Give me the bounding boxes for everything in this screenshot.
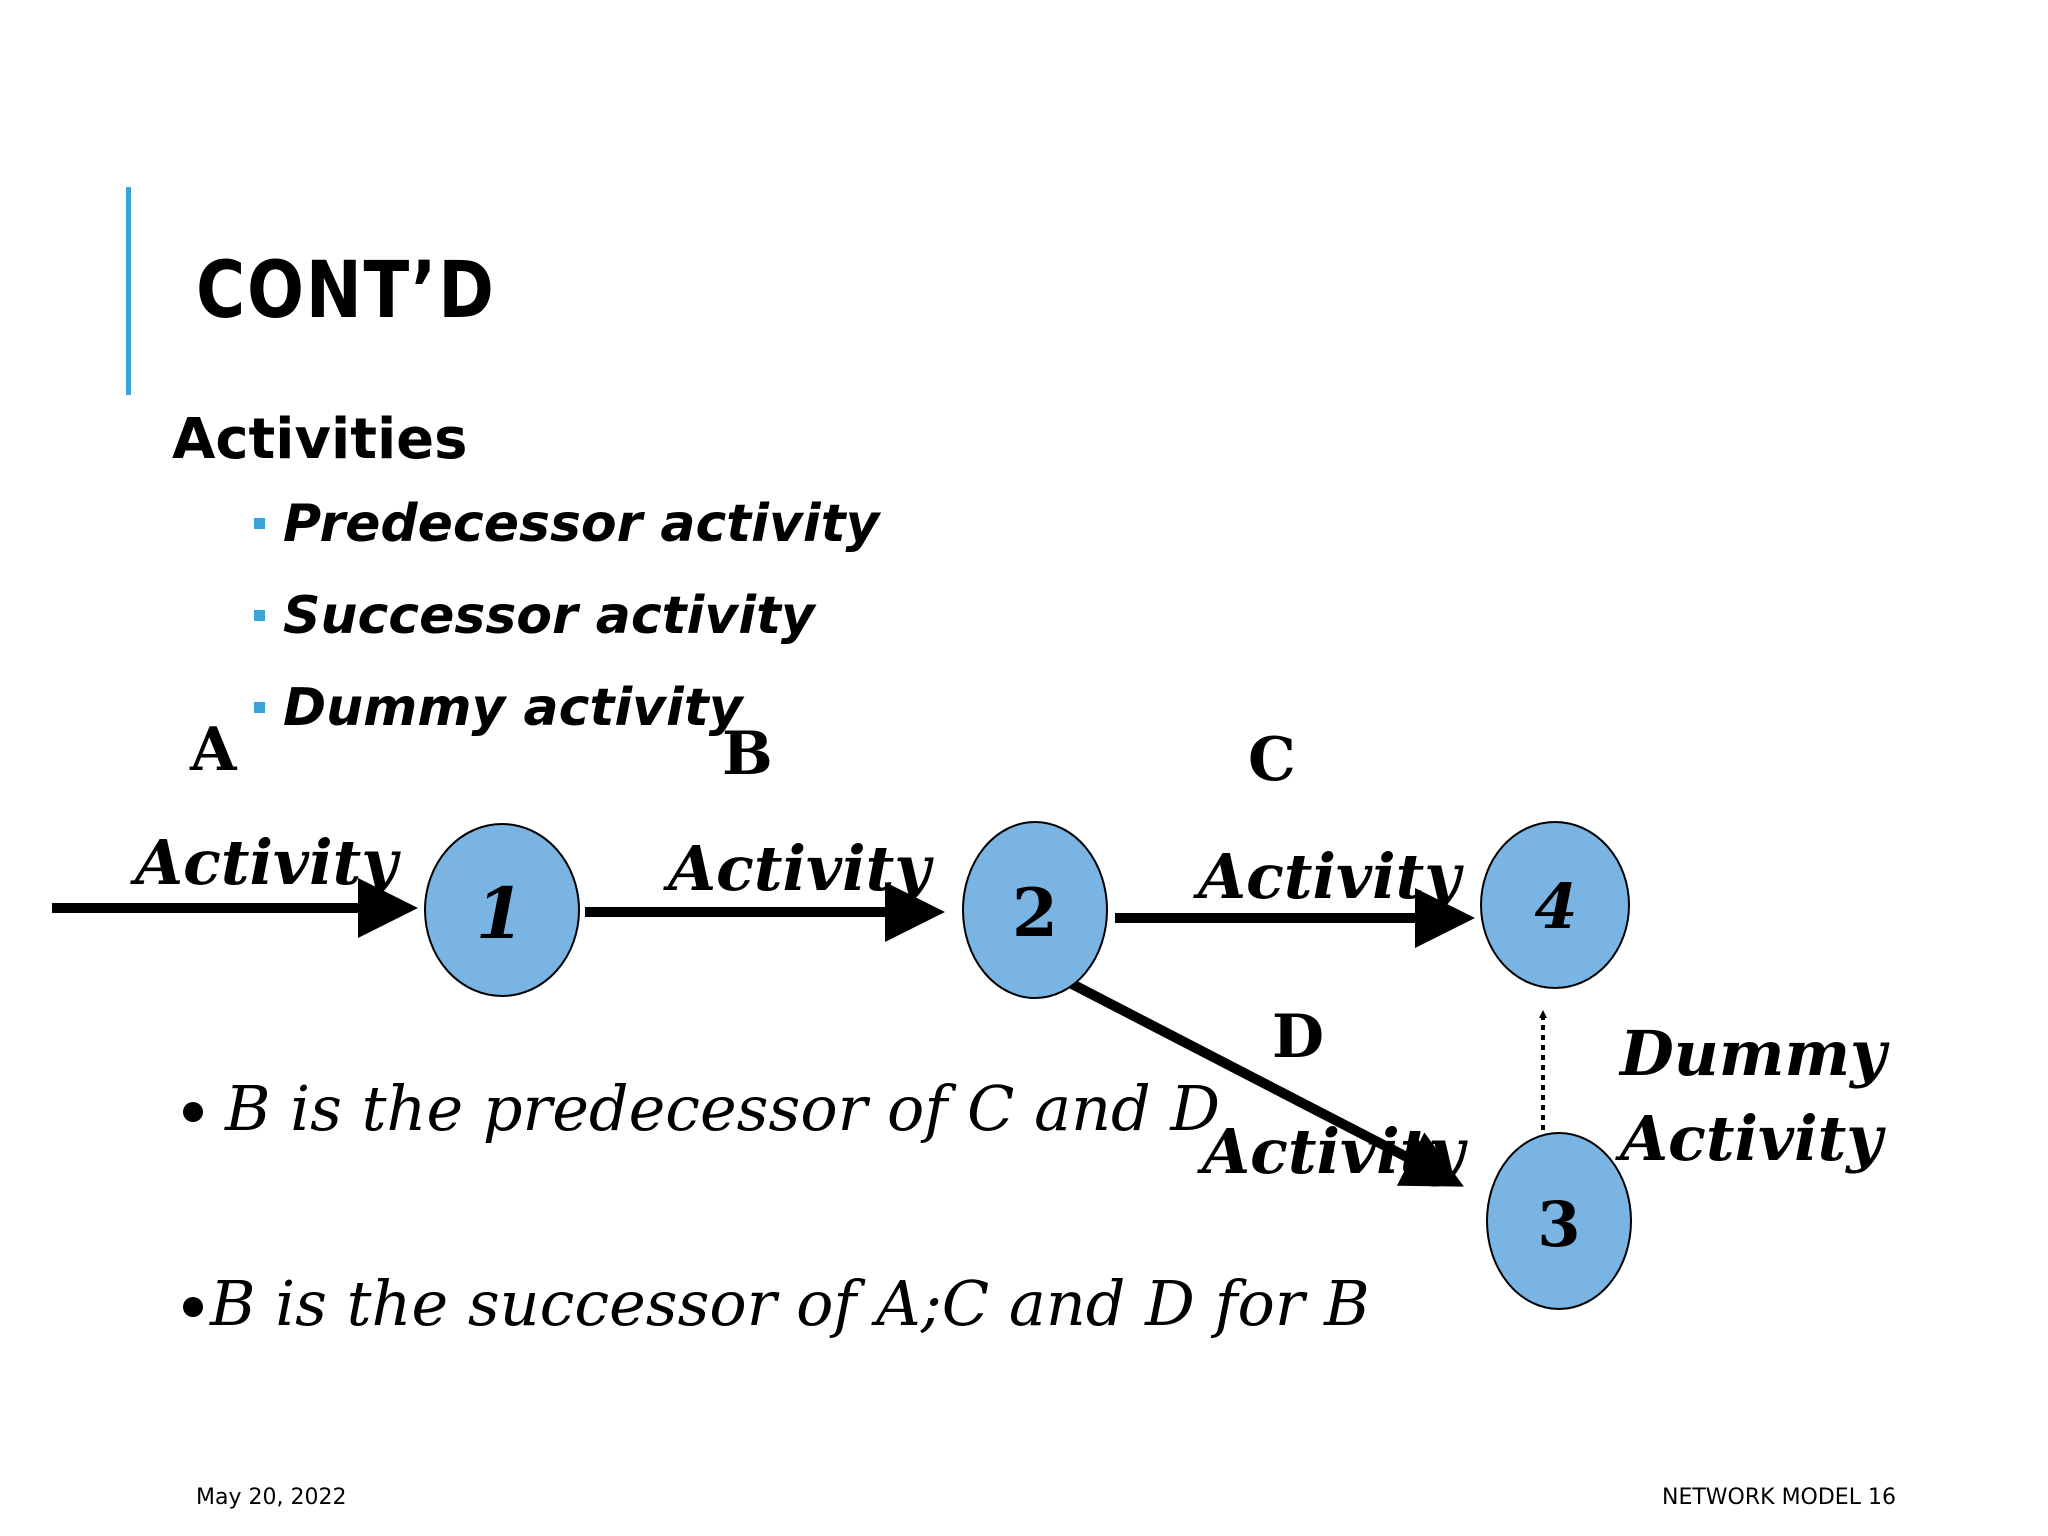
dummy-activity-label-line1: Dummy [1620, 1017, 1887, 1090]
footer-page-number: 16 [1868, 1485, 1896, 1510]
node-4-label: 4 [1534, 870, 1578, 943]
node-2 [963, 822, 1107, 998]
activity-b-label: Activity [668, 832, 931, 905]
slide-title: CONT’D [196, 246, 496, 336]
section-heading: Activities [172, 407, 468, 472]
node-3-label: 3 [1537, 1188, 1581, 1261]
node-4 [1481, 822, 1629, 988]
node-3 [1487, 1133, 1631, 1309]
bullet-dummy: Dummy activity [283, 678, 743, 738]
activity-d-label: Activity [1202, 1115, 1465, 1188]
footer-date: May 20, 2022 [196, 1485, 347, 1510]
bullet-predecessor: Predecessor activity [283, 494, 880, 554]
statement-bullet-dot [183, 1102, 203, 1122]
activity-c-label: Activity [1198, 840, 1461, 913]
node-1-label: 1 [475, 872, 525, 955]
statement-predecessor: B is the predecessor of C and D [225, 1072, 1221, 1145]
activity-a-letter: A [190, 715, 237, 785]
node-1 [425, 824, 579, 996]
node-2-label: 2 [1012, 874, 1058, 952]
activity-d-letter: D [1272, 1002, 1325, 1072]
activity-b-letter: B [722, 719, 773, 789]
statement-bullet-dot [183, 1297, 203, 1317]
footer-section: NETWORK MODEL [1662, 1485, 1861, 1510]
activity-c-letter: C [1248, 725, 1296, 795]
dummy-activity-label-line2: Activity [1620, 1102, 1883, 1175]
statement-successor: B is the successor of A;C and D for B [210, 1267, 1370, 1340]
activity-a-label: Activity [135, 826, 398, 899]
bullet-successor: Successor activity [283, 586, 815, 646]
